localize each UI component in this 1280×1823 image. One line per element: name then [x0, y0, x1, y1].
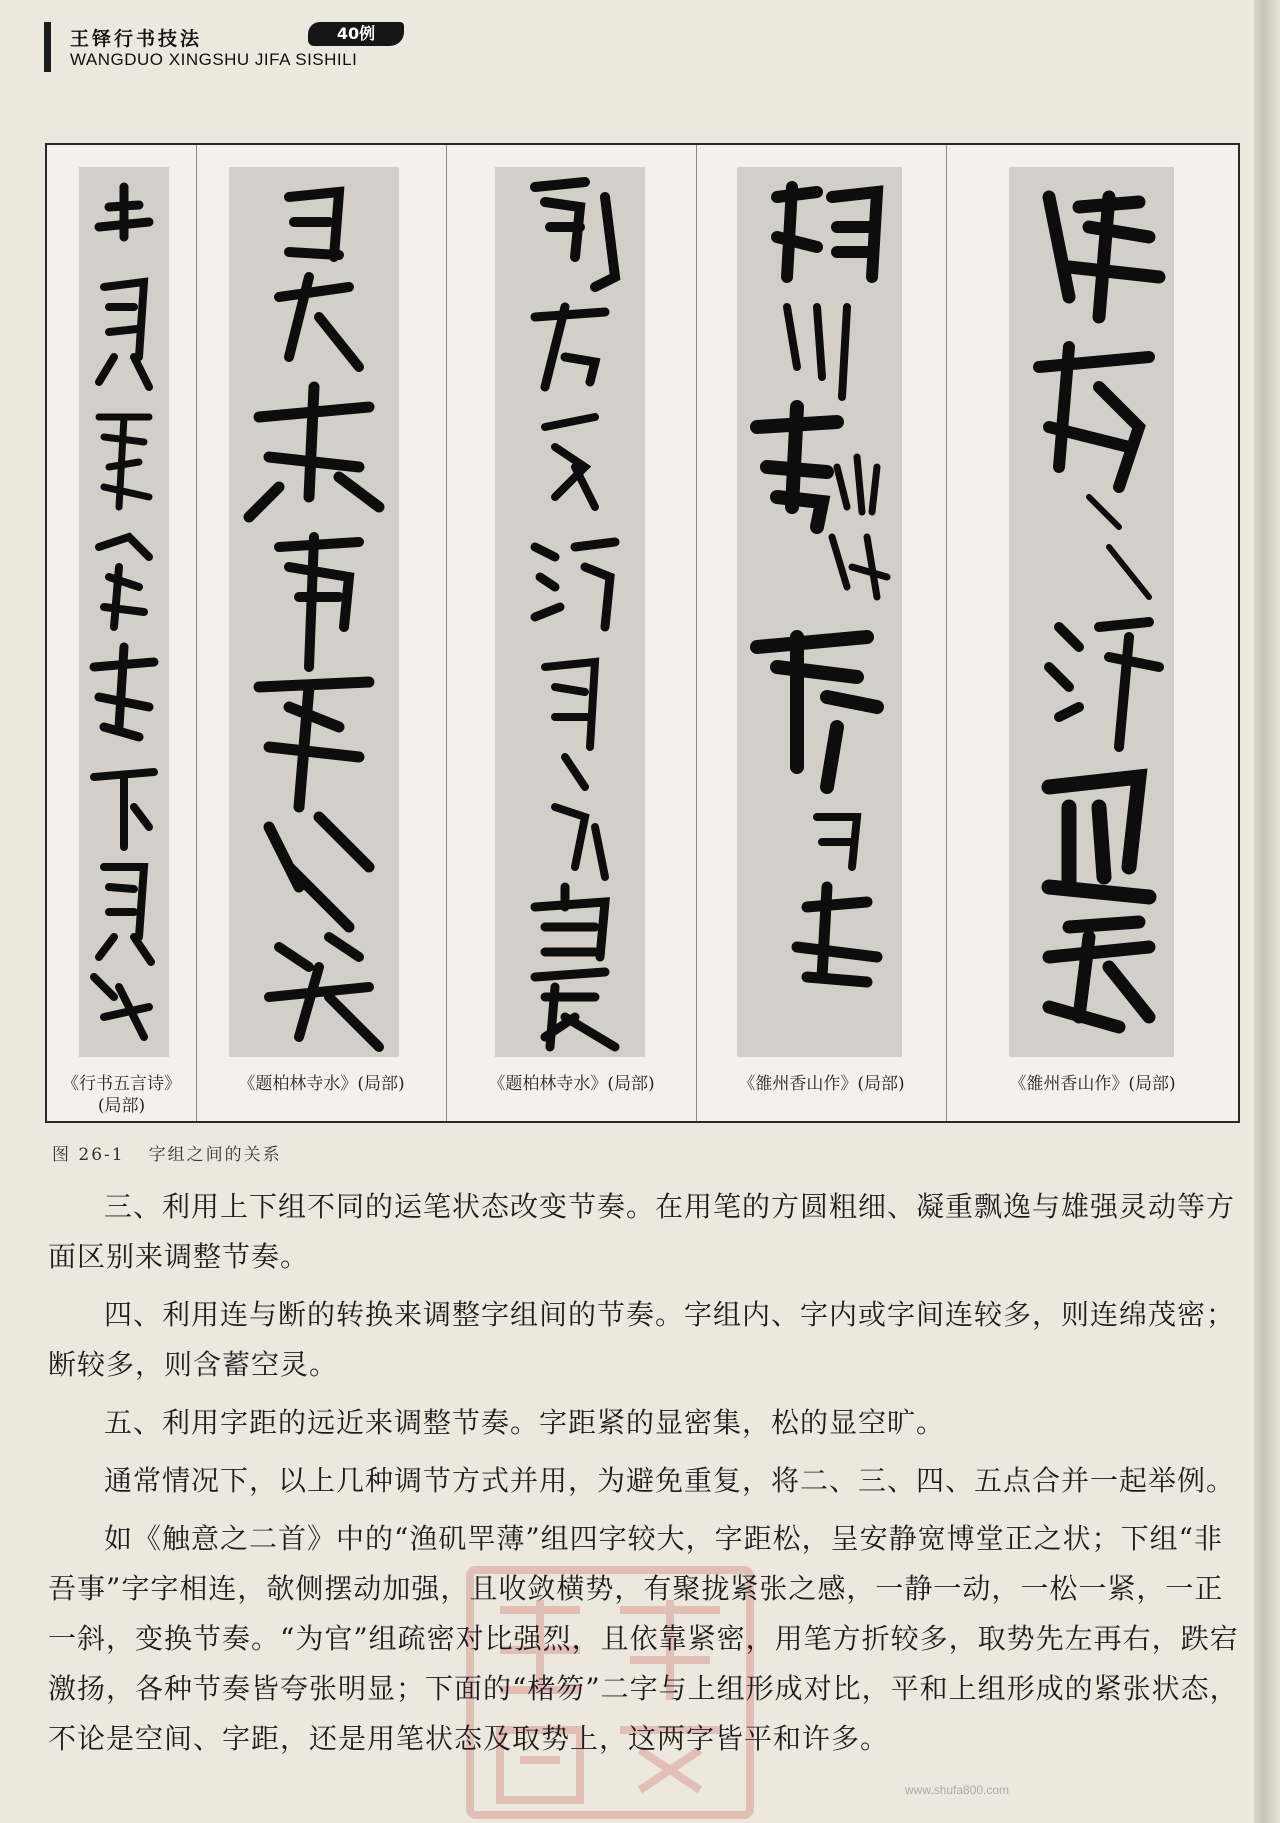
body-text: [48, 1182, 1243, 1772]
figure-panel-5: [947, 145, 1238, 1121]
caption-title: 《行书五言诗》: [62, 1074, 181, 1094]
calligraphy-image-4: [737, 167, 902, 1057]
figure-number: 图 26-1: [52, 1145, 125, 1165]
caption-title: 《雒州香山作》(局部): [1009, 1074, 1176, 1094]
figure-title: 字组之间的关系: [148, 1145, 282, 1165]
book-title-cn: 王铎行书技法: [70, 28, 203, 50]
paragraph-5: 如《触意之二首》中的“渔矶䍐薄”组四字较大，字距松，呈安静宽博堂正之状；下组“非吾事”字字相连，欹侧摆动加强，且收敛横势，有聚拢紧张之感，一静一动，一松一紧，一正一斜，变换节奏。“为官”组疏密对比强烈，且依靠紧密，用笔方折较多，取势先左再右，跌宕激扬，各种节奏皆夸张明显；下面的“楮笏”二字与上组形成对比，平和上组形成的紧张状态，不论是空间、字距，还是用笔状态及取势上，这两字皆平和许多。: [48, 1522, 1239, 1755]
calligraphy-figure: [45, 143, 1240, 1123]
book-title-badge: 40例: [308, 22, 404, 46]
caption-panel-2: [197, 1073, 446, 1095]
caption-subtitle: (局部): [97, 1096, 146, 1116]
caption-panel-1: [47, 1073, 196, 1117]
page-edge: [1254, 0, 1280, 1823]
caption-panel-4: [697, 1073, 946, 1095]
figure-panel-3: [447, 145, 697, 1121]
calligraphy-image-2: [229, 167, 399, 1057]
caption-title: 《题柏林寺水》(局部): [238, 1074, 405, 1094]
paragraph-3: 五、利用字距的远近来调整节奏。字距紧的显密集，松的显空旷。: [104, 1406, 946, 1439]
caption-panel-5: [947, 1073, 1238, 1095]
caption-panel-3: [447, 1073, 696, 1095]
calligraphy-image-1: [79, 167, 169, 1057]
watermark: www.shufa800.com: [905, 1783, 1010, 1797]
paragraph-2: 四、利用连与断的转换来调整字组间的节奏。字组内、字内或字间连较多，则连绵茂密；断较多，则含蓄空灵。: [48, 1298, 1236, 1381]
caption-title: 《题柏林寺水》(局部): [488, 1074, 655, 1094]
header-bar: [44, 22, 51, 72]
calligraphy-image-5: [1009, 167, 1174, 1057]
caption-title: 《雒州香山作》(局部): [738, 1074, 905, 1094]
page-header: [44, 14, 564, 74]
figure-panel-4: [697, 145, 947, 1121]
book-title-en: WANGDUO XINGSHU JIFA SISHILI: [70, 50, 358, 69]
paragraph-4: 通常情况下，以上几种调节方式并用，为避免重复，将二、三、四、五点合并一起举例。: [104, 1464, 1236, 1497]
figure-panel-1: [47, 145, 197, 1121]
calligraphy-image-3: [495, 167, 645, 1057]
figure-panel-2: [197, 145, 447, 1121]
paragraph-1: 三、利用上下组不同的运笔状态改变节奏。在用笔的方圆粗细、凝重飘逸与雄强灵动等方面区别来调整节奏。: [48, 1190, 1236, 1273]
figure-label: [52, 1140, 306, 1165]
